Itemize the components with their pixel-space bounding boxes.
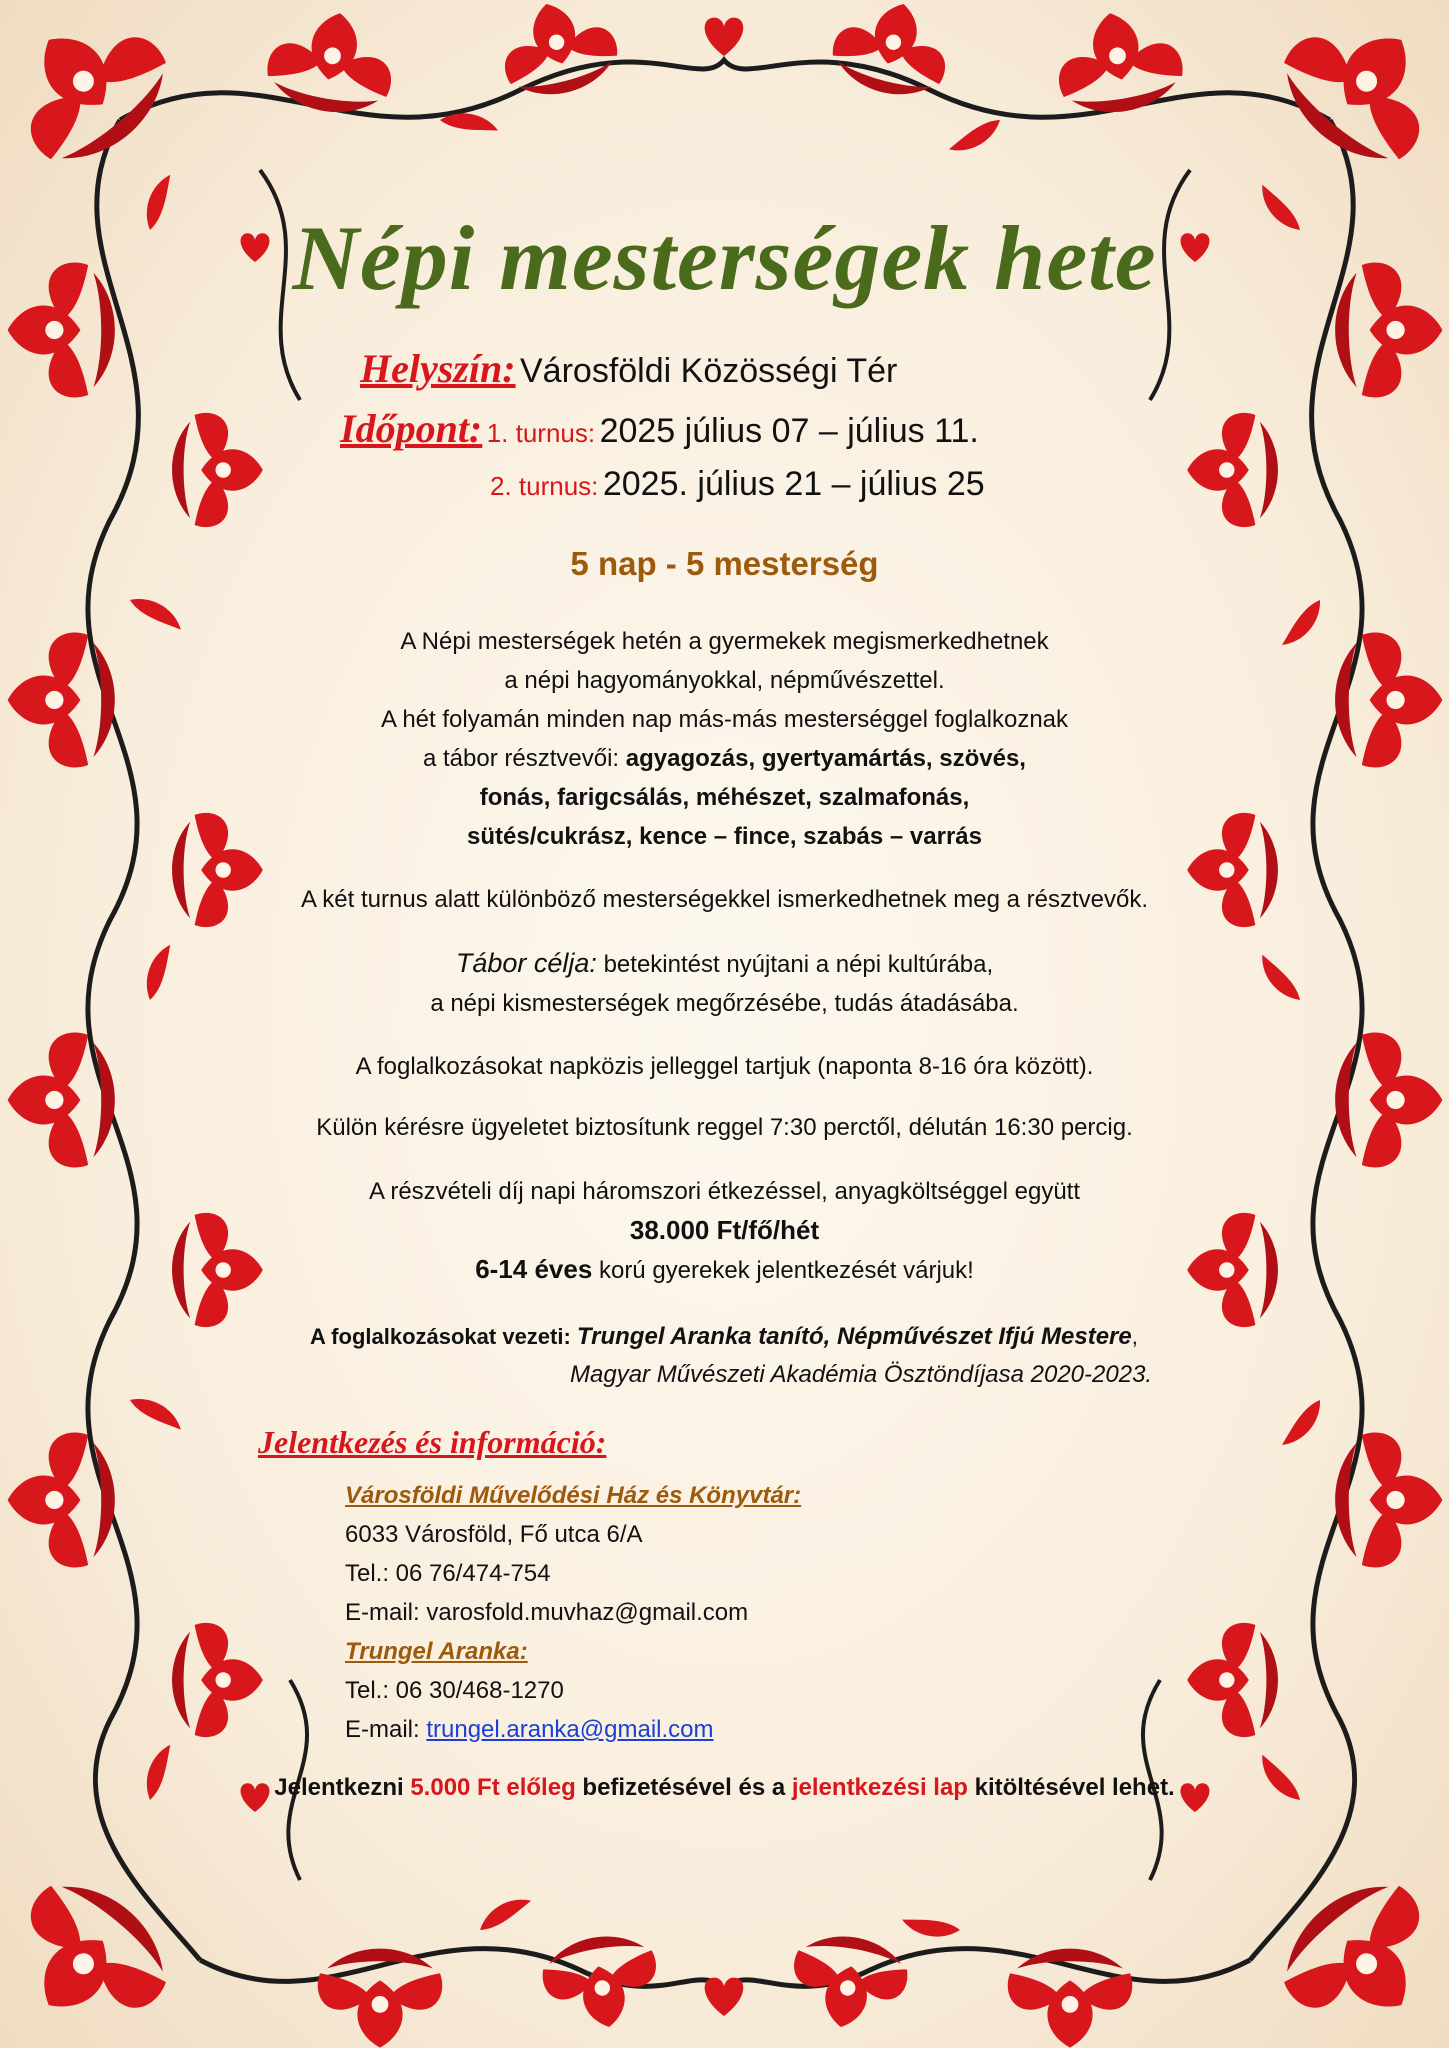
turn1-label: 1. turnus: <box>486 418 596 448</box>
flyer-title: Népi mesterségek hete <box>292 207 1157 309</box>
intro-line: A hét folyamán minden nap más-más mesterséggel foglalkoznak <box>380 706 1069 733</box>
registration-heading: Jelentkezés és információ: <box>258 1424 607 1460</box>
intro-paragraph <box>0 622 1449 856</box>
goal-label: Tábor célja: <box>455 948 597 978</box>
turn2-label: 2. turnus: <box>490 471 599 501</box>
intro-prefix: a tábor résztvevői: <box>423 745 626 772</box>
contact-block <box>345 1476 801 1749</box>
time-label: Időpont: <box>340 406 483 451</box>
org-address: 6033 Városföld, Fő utca 6/A <box>345 1521 643 1548</box>
leader-line-1 <box>310 1318 1138 1356</box>
location-line <box>360 345 897 392</box>
age-text: korú gyerekek jelentkezését várjuk! <box>592 1257 974 1284</box>
two-turns-text: A két turnus alatt különböző mesterségekkel ismerkedhetnek meg a résztvevők. <box>300 886 1149 913</box>
turn1-value: 2025 július 07 – július 11. <box>599 412 979 450</box>
intro-line <box>0 739 1449 778</box>
footer-form-link[interactable]: jelentkezési lap <box>791 1774 968 1801</box>
person-email-link[interactable]: trungel.aranka@gmail.com <box>426 1716 714 1743</box>
person-email-prefix: E-mail: <box>345 1716 427 1743</box>
time-line-2 <box>490 465 985 504</box>
duty-text: Külön kérésre ügyeletet biztosítunk reggel 7:30 perctől, délután 16:30 percig. <box>316 1114 1133 1141</box>
location-value: Városföldi Közösségi Tér <box>520 352 898 390</box>
fee-price: 38.000 Ft/fő/hét <box>629 1215 820 1245</box>
hours-text: A foglalkozásokat napközis jelleggel tartjuk (naponta 8-16 óra között). <box>355 1053 1094 1080</box>
leader-line-2: Magyar Művészeti Akadémia Ösztöndíjasa 2020-2023. <box>570 1361 1153 1388</box>
person-email-line <box>345 1710 801 1749</box>
org-phone: Tel.: 06 76/474-754 <box>345 1560 551 1587</box>
crafts-list: agyagozás, gyertyamártás, szövés, <box>625 745 1026 772</box>
footer-text: kitöltésével lehet. <box>967 1774 1175 1801</box>
person-name: Trungel Aranka: <box>345 1638 528 1665</box>
age-range: 6-14 éves <box>475 1254 593 1284</box>
goal-line <box>0 944 1449 984</box>
goal-paragraph <box>0 944 1449 1023</box>
org-name: Városföldi Művelődési Ház és Könyvtár: <box>345 1482 802 1509</box>
footer-deposit: 5.000 Ft előleg <box>410 1774 576 1801</box>
intro-line: A Népi mesterségek hetén a gyermekek megismerkedhetnek <box>400 628 1049 655</box>
footer-text: befizetésével és a <box>575 1774 792 1801</box>
crafts-list: sütés/cukrász, kence – fince, szabás – varrás <box>467 823 982 850</box>
person-phone: Tel.: 06 30/468-1270 <box>345 1677 564 1704</box>
fee-line: A részvételi díj napi háromszori étkezéssel, anyagköltséggel együtt <box>368 1178 1081 1205</box>
location-label: Helyszín: <box>360 346 516 391</box>
leader-comma: , <box>1131 1324 1138 1349</box>
goal-text: betekintést nyújtani a népi kultúrába, <box>596 951 994 978</box>
leader-name: Trungel Aranka tanító, Népművészet Ifjú Mestere <box>576 1323 1132 1350</box>
intro-line: a népi hagyományokkal, népművészettel. <box>504 667 945 694</box>
org-email: E-mail: varosfold.muvhaz@gmail.com <box>345 1599 749 1626</box>
age-line <box>0 1250 1449 1290</box>
turn2-value: 2025. július 21 – július 25 <box>602 465 985 503</box>
leader-prefix: A foglalkozásokat vezeti: <box>310 1324 577 1349</box>
footer-text: Jelentkezni <box>274 1774 411 1801</box>
footer-note <box>0 1774 1449 1802</box>
subheading: 5 nap - 5 mesterség <box>570 545 879 582</box>
time-line-1 <box>340 405 979 452</box>
fee-paragraph <box>0 1172 1449 1290</box>
crafts-list: fonás, farigcsálás, méhészet, szalmafonás, <box>479 784 970 811</box>
goal-line: a népi kismesterségek megőrzésébe, tudás átadásába. <box>430 990 1019 1017</box>
